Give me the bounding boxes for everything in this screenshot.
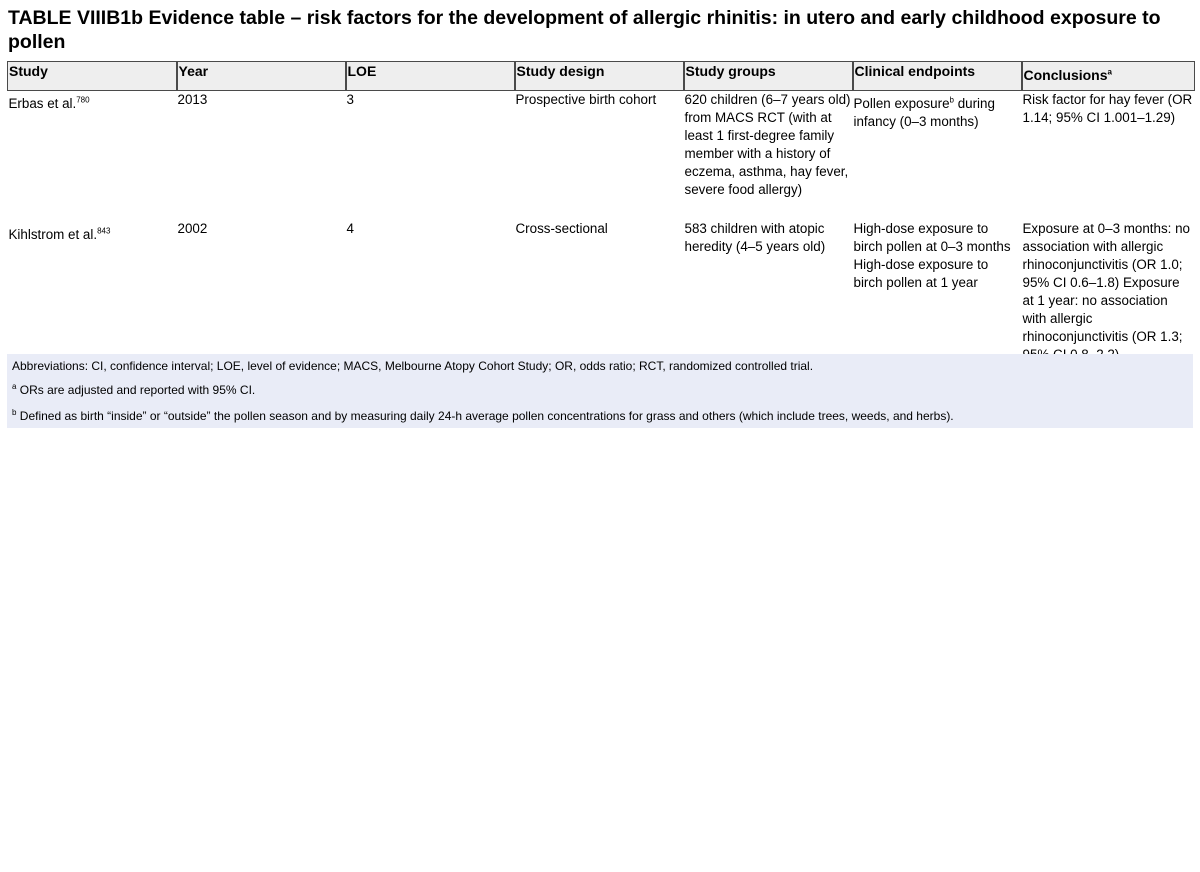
evidence-table [7, 61, 1195, 364]
cell-study-groups: 583 children with atopic heredity (4–5 years old) [684, 221, 826, 254]
cell-year: 2002 [177, 221, 208, 236]
cell-clinical-endpoints: High-dose exposure to birch pollen at 0–3 months High-dose exposure to birch pollen at 1 year [853, 221, 1011, 290]
table-row [8, 91, 1195, 221]
header-year: Year [177, 62, 346, 91]
cell-year: 2013 [177, 92, 208, 107]
footnote-a-mark: a [12, 382, 17, 391]
header-study: Study [8, 62, 177, 91]
header-conclusions [1022, 62, 1195, 91]
footnote-a [12, 383, 255, 397]
cell-clinical-endpoints [853, 91, 1022, 221]
footnote-a-text: ORs are adjusted and reported with 95% CI. [16, 383, 256, 397]
header-study-groups: Study groups [684, 62, 853, 91]
reference-number: 780 [76, 95, 90, 105]
header-loe: LOE [346, 62, 515, 91]
endpoints-text-cont: during infancy (0–3 months) [853, 96, 995, 129]
cell-study-design: Cross-sectional [515, 221, 608, 236]
table-title: TABLE VIIIB1b Evidence table – risk factors for the development of allergic rhinitis: in utero and early childhood exposure to pollen [8, 7, 1161, 53]
cell-study [8, 220, 177, 364]
study-name: Kihlstrom et al. [8, 227, 98, 242]
footnote-b-text: Defined as birth “inside” or “outside” the pollen season and by measuring daily 24-h average pollen concentrations for grass and others (which include trees, weeds, and herbs). [16, 409, 954, 423]
abbreviations-note: Abbreviations: CI, confidence interval; LOE, level of evidence; MACS, Melbourne Atopy Cohort Study; OR, odds ratio; RCT, randomized controlled trial. [12, 359, 814, 373]
header-conclusions-label: Conclusions [1023, 67, 1108, 83]
table-body [8, 91, 1195, 365]
endpoints-text: Pollen exposure [853, 96, 950, 111]
cell-study-design: Prospective birth cohort [515, 92, 657, 107]
cell-loe: 3 [346, 92, 354, 107]
study-name: Erbas et al. [8, 96, 77, 111]
footnote-mark-b: b [949, 95, 954, 105]
header-study-design: Study design [515, 62, 684, 91]
cell-conclusions: Exposure at 0–3 months: no association with allergic rhinoconjunctivitis (OR 1.0; 95% CI 0.6–1.8) Exposure at 1 year: no association with allergic rhinoconjunctivitis (OR 1.3; [1022, 221, 1190, 344]
header-row [8, 62, 1195, 91]
cell-loe: 4 [346, 221, 354, 236]
footnote-b [12, 409, 954, 423]
evidence-table-container [7, 61, 1194, 364]
reference-number: 843 [97, 226, 111, 236]
header-clinical-endpoints: Clinical endpoints [853, 62, 1022, 91]
table-header [8, 62, 1195, 91]
table-row [8, 220, 1195, 364]
footnote-mark-a: a [1107, 67, 1112, 77]
cell-conclusions: Risk factor for hay fever (OR 1.14; 95% CI 1.001–1.29) [1022, 92, 1193, 125]
cell-study [8, 91, 177, 221]
footnote-b-mark: b [12, 408, 17, 417]
table-footnotes [7, 354, 1193, 428]
cell-study-groups: 620 children (6–7 years old) from MACS RCT (with at least 1 first-degree family member with a history of eczema, asthma, hay fever, severe food allergy) [684, 92, 851, 197]
